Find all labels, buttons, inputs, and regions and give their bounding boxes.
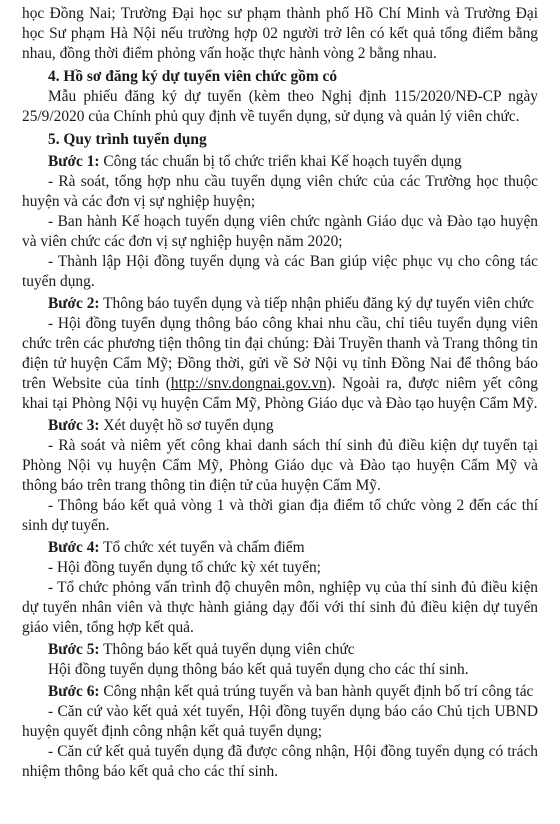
step-1-item: - Rà soát, tổng hợp nhu cầu tuyển dụng viên chức của các Trường học thuộc huyện và các đơn vị sự nghiệp huyện; (22, 173, 538, 210)
step-title-text: Công tác chuẩn bị tổ chức triển khai Kế hoạch tuyển dụng (99, 153, 462, 170)
step-label: Bước 2: (48, 295, 100, 312)
step-label: Bước 6: (48, 683, 100, 700)
step-label: Bước 1: (48, 153, 100, 170)
step-4-title (22, 538, 538, 558)
step-6-title (22, 682, 538, 702)
step-3-title (22, 416, 538, 436)
step-title-text: Thông báo tuyển dụng và tiếp nhận phiếu đăng ký dự tuyển viên chức (99, 295, 534, 312)
step-2-text-part: ). Ngoài ra, được niêm yết công khai tại Phòng Nội vụ huyện Cẩm Mỹ, Phòng Giáo dục và Đào tạo huyện Cẩm Mỹ. (22, 375, 538, 412)
step-1-title (22, 152, 538, 172)
step-label: Bước 3: (48, 417, 100, 434)
website-link[interactable]: http://snv.dongnai.gov.vn (170, 375, 327, 392)
step-1-item: - Ban hành Kế hoạch tuyển dụng viên chức ngành Giáo dục và Đào tạo huyện và viên chức các đơn vị sự nghiệp huyện năm 2020; (22, 213, 538, 250)
step-6-item: - Căn cứ kết quả tuyển dụng đã được công nhận, Hội đồng tuyển dụng có trách nhiệm thông báo kết quả cho các thí sinh. (22, 743, 538, 780)
step-title-text: Thông báo kết quả tuyển dụng viên chức (99, 641, 355, 658)
step-2-text-part: - Hội đồng tuyển dụng thông báo công khai nhu cầu, chỉ tiêu tuyển dụng viên chức trên các phương tiện thông tin đại chúng: Đài Truyền thanh và Trang thông tin điện tử huyện Cẩm Mỹ; Đồng thời, gửi về Sở Nội vụ tỉnh Đồng Nai để thông báo trên Website của tỉnh ( (22, 315, 538, 392)
intro-paragraph: học Đồng Nai; Trường Đại học sư phạm thành phố Hồ Chí Minh và Trường Đại học Sư phạm Hà Nội nếu trường hợp 02 người trở lên có kết quả tổng điểm bằng nhau, đồng thời điểm phỏng vấn hoặc thực hành vòng 2 bằng nhau. (22, 5, 538, 62)
step-4-item: - Tổ chức phỏng vấn trình độ chuyên môn, nghiệp vụ của thí sinh đủ điều kiện dự tuyển nhân viên và thực hành giảng dạy đối với thí sinh đủ điều kiện dự tuyển giáo viên, tổng hợp kết quả. (22, 579, 538, 636)
step-3-item: - Thông báo kết quả vòng 1 và thời gian địa điểm tổ chức vòng 2 đến các thí sinh dự tuyển. (22, 497, 538, 534)
section-4-heading: 4. Hồ sơ đăng ký dự tuyển viên chức gồm có (48, 68, 338, 85)
section-5-heading: 5. Quy trình tuyển dụng (48, 131, 207, 148)
step-5-item: Hội đồng tuyển dụng thông báo kết quả tuyển dụng cho các thí sinh. (48, 661, 469, 678)
step-2-item (22, 314, 538, 414)
step-1-item: - Thành lập Hội đồng tuyển dụng và các Ban giúp việc phục vụ cho công tác tuyển dụng. (22, 253, 538, 290)
step-2-title (22, 294, 538, 314)
step-6-item: - Căn cứ vào kết quả xét tuyển, Hội đồng tuyển dụng báo cáo Chủ tịch UBND huyện quyết định công nhận kết quả tuyển dụng; (22, 703, 538, 740)
step-label: Bước 4: (48, 539, 100, 556)
step-3-item: - Rà soát và niêm yết công khai danh sách thí sinh đủ điều kiện dự tuyển tại Phòng Nội vụ huyện Cẩm Mỹ, Phòng Giáo dục và Đào tạo huyện Cẩm Mỹ và thông báo trên trang thông tin điện tử của huyện Cẩm Mỹ. (22, 437, 538, 494)
step-title-text: Công nhận kết quả trúng tuyển và ban hành quyết định bố trí công tác (99, 683, 534, 700)
step-label: Bước 5: (48, 641, 100, 658)
step-title-text: Xét duyệt hồ sơ tuyển dụng (99, 417, 274, 434)
step-5-title (22, 640, 538, 660)
step-title-text: Tổ chức xét tuyển và chấm điểm (99, 539, 305, 556)
section-4-text: Mẫu phiếu đăng ký dự tuyển (kèm theo Nghị định 115/2020/NĐ-CP ngày 25/9/2020 của Chính phủ quy định về tuyển dụng, sử dụng và quản lý viên chức. (22, 88, 538, 125)
step-4-item: - Hội đồng tuyển dụng tổ chức kỳ xét tuyển; (48, 559, 321, 576)
